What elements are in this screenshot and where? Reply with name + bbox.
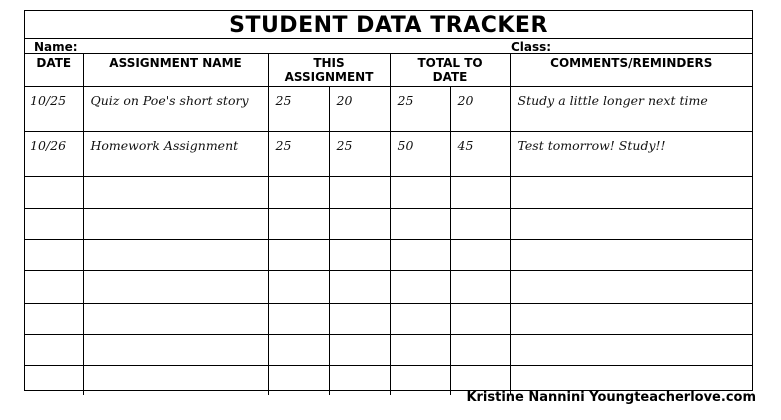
empty-cell[interactable] — [510, 304, 752, 335]
empty-row — [25, 209, 752, 240]
empty-cell[interactable] — [268, 304, 329, 335]
empty-cell[interactable] — [329, 209, 390, 240]
empty-cell[interactable] — [83, 209, 268, 240]
total-earned-cell[interactable]: 45 — [450, 132, 510, 177]
column-header-this-line2: ASSIGNMENT — [284, 70, 374, 84]
this-earned-cell[interactable]: 25 — [329, 132, 390, 177]
column-header-total-line1: TOTAL TO — [417, 56, 483, 70]
total-possible-cell[interactable]: 25 — [390, 87, 450, 132]
empty-cell[interactable] — [25, 335, 83, 366]
tracker-table — [25, 54, 752, 395]
empty-cell[interactable] — [329, 366, 390, 395]
empty-cell[interactable] — [329, 177, 390, 209]
empty-cell[interactable] — [83, 304, 268, 335]
empty-cell[interactable] — [329, 240, 390, 271]
empty-cell[interactable] — [329, 335, 390, 366]
empty-cell[interactable] — [510, 240, 752, 271]
empty-cell[interactable] — [390, 271, 450, 304]
empty-cell[interactable] — [450, 271, 510, 304]
empty-cell[interactable] — [268, 240, 329, 271]
this-possible-cell[interactable]: 25 — [268, 132, 329, 177]
empty-cell[interactable] — [83, 366, 268, 395]
empty-cell[interactable] — [25, 209, 83, 240]
name-label: Name: — [34, 40, 78, 54]
empty-cell[interactable] — [25, 366, 83, 395]
column-header-date: DATE — [25, 54, 83, 87]
credit-line: Kristine Nannini Youngteacherlove.com — [466, 390, 756, 405]
empty-cell[interactable] — [25, 240, 83, 271]
empty-cell[interactable] — [450, 177, 510, 209]
empty-cell[interactable] — [268, 209, 329, 240]
empty-cell[interactable] — [268, 366, 329, 395]
column-header-total-to-date — [390, 54, 510, 87]
empty-row — [25, 240, 752, 271]
empty-cell[interactable] — [329, 271, 390, 304]
meta-row — [25, 39, 752, 54]
empty-cell[interactable] — [83, 240, 268, 271]
empty-row — [25, 271, 752, 304]
empty-cell[interactable] — [390, 335, 450, 366]
empty-cell[interactable] — [268, 271, 329, 304]
empty-cell[interactable] — [25, 271, 83, 304]
header-row — [25, 54, 752, 87]
empty-row — [25, 304, 752, 335]
comment-cell[interactable]: Test tomorrow! Study!! — [510, 132, 752, 177]
empty-cell[interactable] — [25, 177, 83, 209]
empty-cell[interactable] — [390, 177, 450, 209]
column-header-comments: COMMENTS/REMINDERS — [510, 54, 752, 87]
empty-cell[interactable] — [450, 209, 510, 240]
empty-row — [25, 177, 752, 209]
page-title: STUDENT DATA TRACKER — [25, 11, 752, 39]
total-earned-cell[interactable]: 20 — [450, 87, 510, 132]
column-header-this-line1: THIS — [313, 56, 345, 70]
assignment-cell[interactable]: Quiz on Poe's short story — [83, 87, 268, 132]
empty-cell[interactable] — [83, 271, 268, 304]
column-header-this-assignment — [268, 54, 390, 87]
empty-cell[interactable] — [390, 366, 450, 395]
empty-cell[interactable] — [450, 335, 510, 366]
comment-cell[interactable]: Study a little longer next time — [510, 87, 752, 132]
table-row — [25, 132, 752, 177]
this-earned-cell[interactable]: 20 — [329, 87, 390, 132]
empty-cell[interactable] — [510, 335, 752, 366]
empty-cell[interactable] — [390, 304, 450, 335]
empty-cell[interactable] — [268, 177, 329, 209]
tracker-sheet — [24, 10, 753, 391]
total-possible-cell[interactable]: 50 — [390, 132, 450, 177]
empty-cell[interactable] — [268, 335, 329, 366]
empty-cell[interactable] — [329, 304, 390, 335]
empty-cell[interactable] — [390, 240, 450, 271]
class-label: Class: — [511, 40, 552, 54]
empty-cell[interactable] — [83, 177, 268, 209]
empty-row — [25, 335, 752, 366]
table-row — [25, 87, 752, 132]
empty-cell[interactable] — [450, 304, 510, 335]
this-possible-cell[interactable]: 25 — [268, 87, 329, 132]
empty-cell[interactable] — [510, 209, 752, 240]
empty-cell[interactable] — [510, 177, 752, 209]
empty-cell[interactable] — [450, 240, 510, 271]
empty-cell[interactable] — [83, 335, 268, 366]
empty-cell[interactable] — [390, 209, 450, 240]
assignment-cell[interactable]: Homework Assignment — [83, 132, 268, 177]
empty-cell[interactable] — [510, 271, 752, 304]
empty-cell[interactable] — [25, 304, 83, 335]
column-header-total-line2: DATE — [432, 70, 468, 84]
date-cell[interactable]: 10/25 — [25, 87, 83, 132]
date-cell[interactable]: 10/26 — [25, 132, 83, 177]
column-header-assignment: ASSIGNMENT NAME — [83, 54, 268, 87]
